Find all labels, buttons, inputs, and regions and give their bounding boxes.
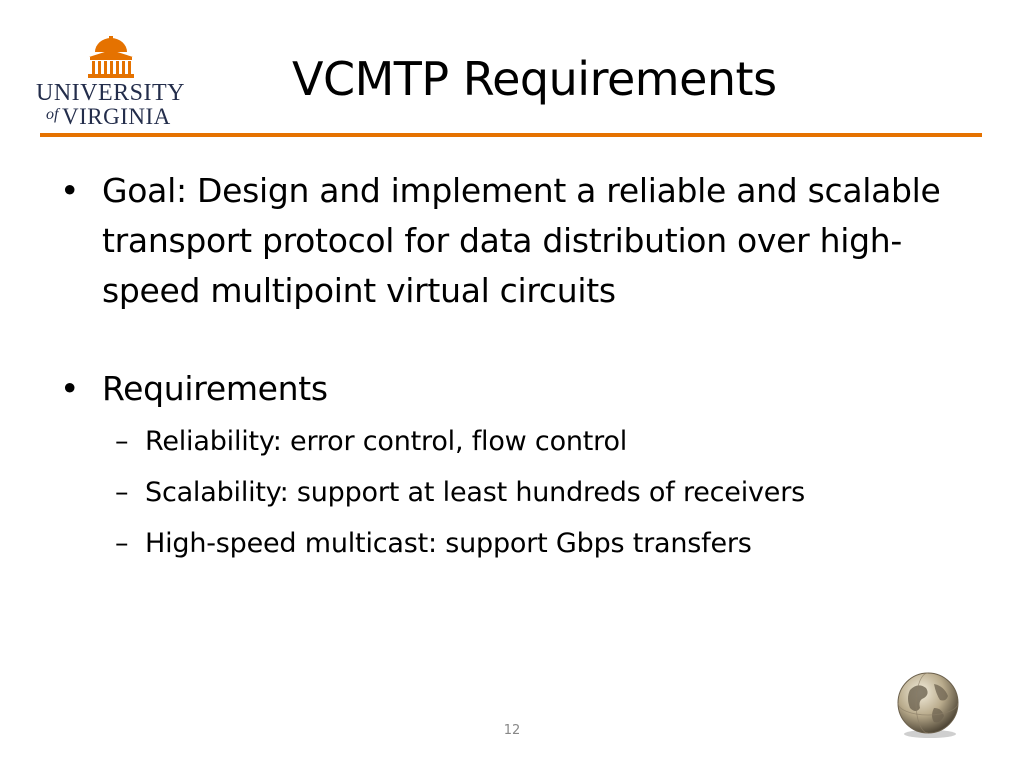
sub-bullet-reliability <box>115 416 980 467</box>
globe-icon <box>890 668 966 740</box>
sub-bullet-text: Reliability: error control, flow control <box>145 426 628 457</box>
sub-bullet-list <box>115 416 980 569</box>
sub-bullet-scalability <box>115 467 980 518</box>
sub-bullet-text: Scalability: support at least hundreds of receivers <box>145 477 805 508</box>
logo-wordmark-virginia: VIRGINIA <box>62 104 171 129</box>
logo-wordmark-university: UNIVERSITY <box>36 80 185 106</box>
page-number: 12 <box>503 723 521 738</box>
sub-bullet-high-speed-multicast <box>115 518 980 569</box>
bullet-text: Requirements <box>102 369 328 408</box>
sub-bullet-marker: – <box>115 528 129 559</box>
sub-bullet-marker: – <box>115 426 129 457</box>
sub-bullet-text: High-speed multicast: support Gbps transfers <box>145 528 752 559</box>
bullet-marker: • <box>60 171 80 210</box>
sub-bullet-marker: – <box>115 477 129 508</box>
bullet-text: Goal: Design and implement a reliable and scalable transport protocol for data distribution over high-speed multipoint virtual circuits <box>102 171 941 310</box>
slide-title: VCMTP Requirements <box>292 52 777 106</box>
logo-wordmark-of: of <box>46 106 59 123</box>
rotunda-icon <box>86 36 136 80</box>
title-divider <box>40 133 982 137</box>
bullet-item-goal <box>60 166 980 316</box>
bullet-list <box>60 166 980 569</box>
bullet-marker: • <box>60 369 80 408</box>
bullet-item-requirements <box>60 364 980 414</box>
university-logo <box>36 36 186 128</box>
